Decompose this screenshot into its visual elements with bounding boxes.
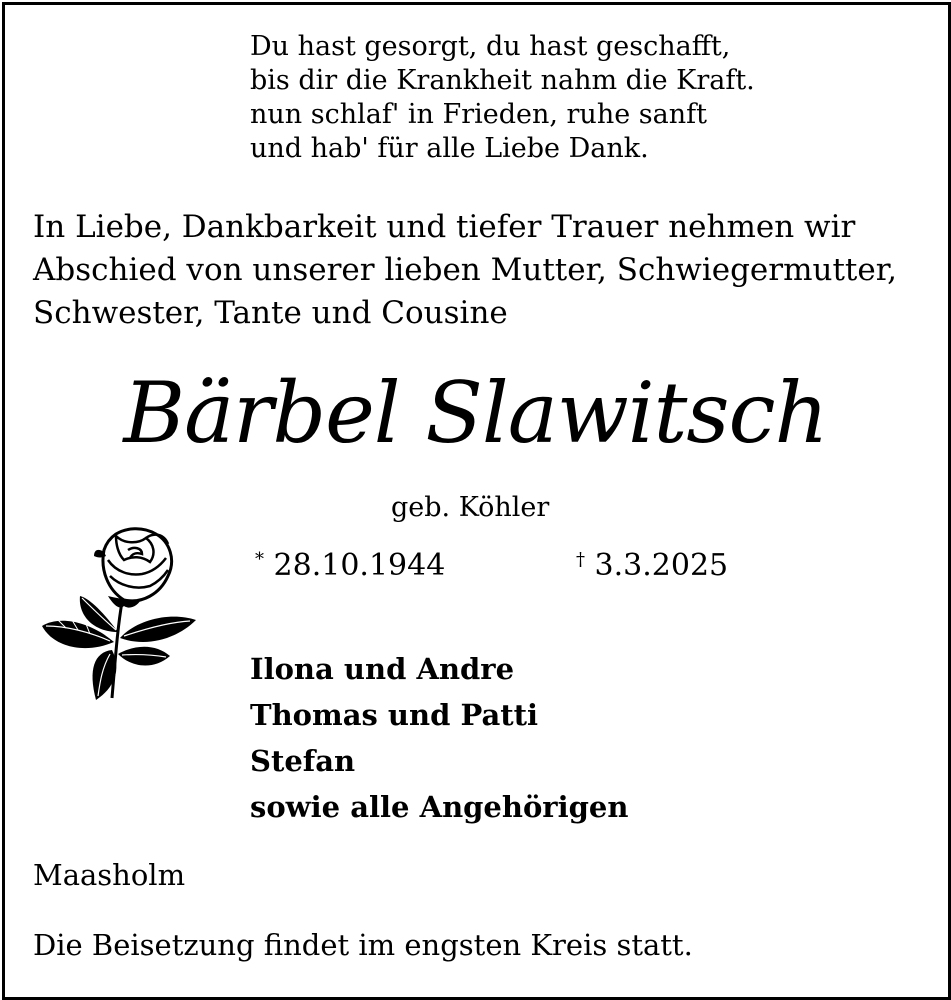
mourner-name: Stefan [250,744,356,778]
death-date-line [576,540,728,586]
birth-date: 28.10.1944 [273,548,446,583]
mourner-name: Thomas und Patti [250,698,539,732]
birth-name: geb. Köhler [391,492,550,523]
intro-line: Schwester, Tante und Cousine [33,295,508,331]
birth-date-line [255,540,445,586]
funeral-note: Die Beisetzung findet im engsten Kreis statt. [33,928,693,962]
death-cross-icon: † [576,549,585,570]
place-name: Maasholm [33,858,186,892]
birth-star-icon: * [255,549,264,570]
intro-line: Abschied von unserer lieben Mutter, Schwiegermutter, [33,252,897,288]
intro-line: In Liebe, Dankbarkeit und tiefer Trauer nehmen wir [33,209,856,245]
intro-text [33,206,897,335]
rose-icon [38,520,198,705]
poem-line: und hab' für alle Liebe Dank. [250,133,649,164]
poem-line: nun schlaf' in Frieden, ruhe sanft [250,99,707,130]
poem-line: Du hast gesorgt, du hast geschafft, [250,31,731,62]
mourner-name: Ilona und Andre [250,652,515,686]
death-date: 3.3.2025 [594,548,729,583]
poem [250,30,755,166]
mourner-name: sowie alle Angehörigen [250,790,629,824]
deceased-name: Bärbel Slawitsch [123,364,828,462]
poem-line: bis dir die Krankheit nahm die Kraft. [250,65,755,96]
mourners-list [250,646,628,830]
